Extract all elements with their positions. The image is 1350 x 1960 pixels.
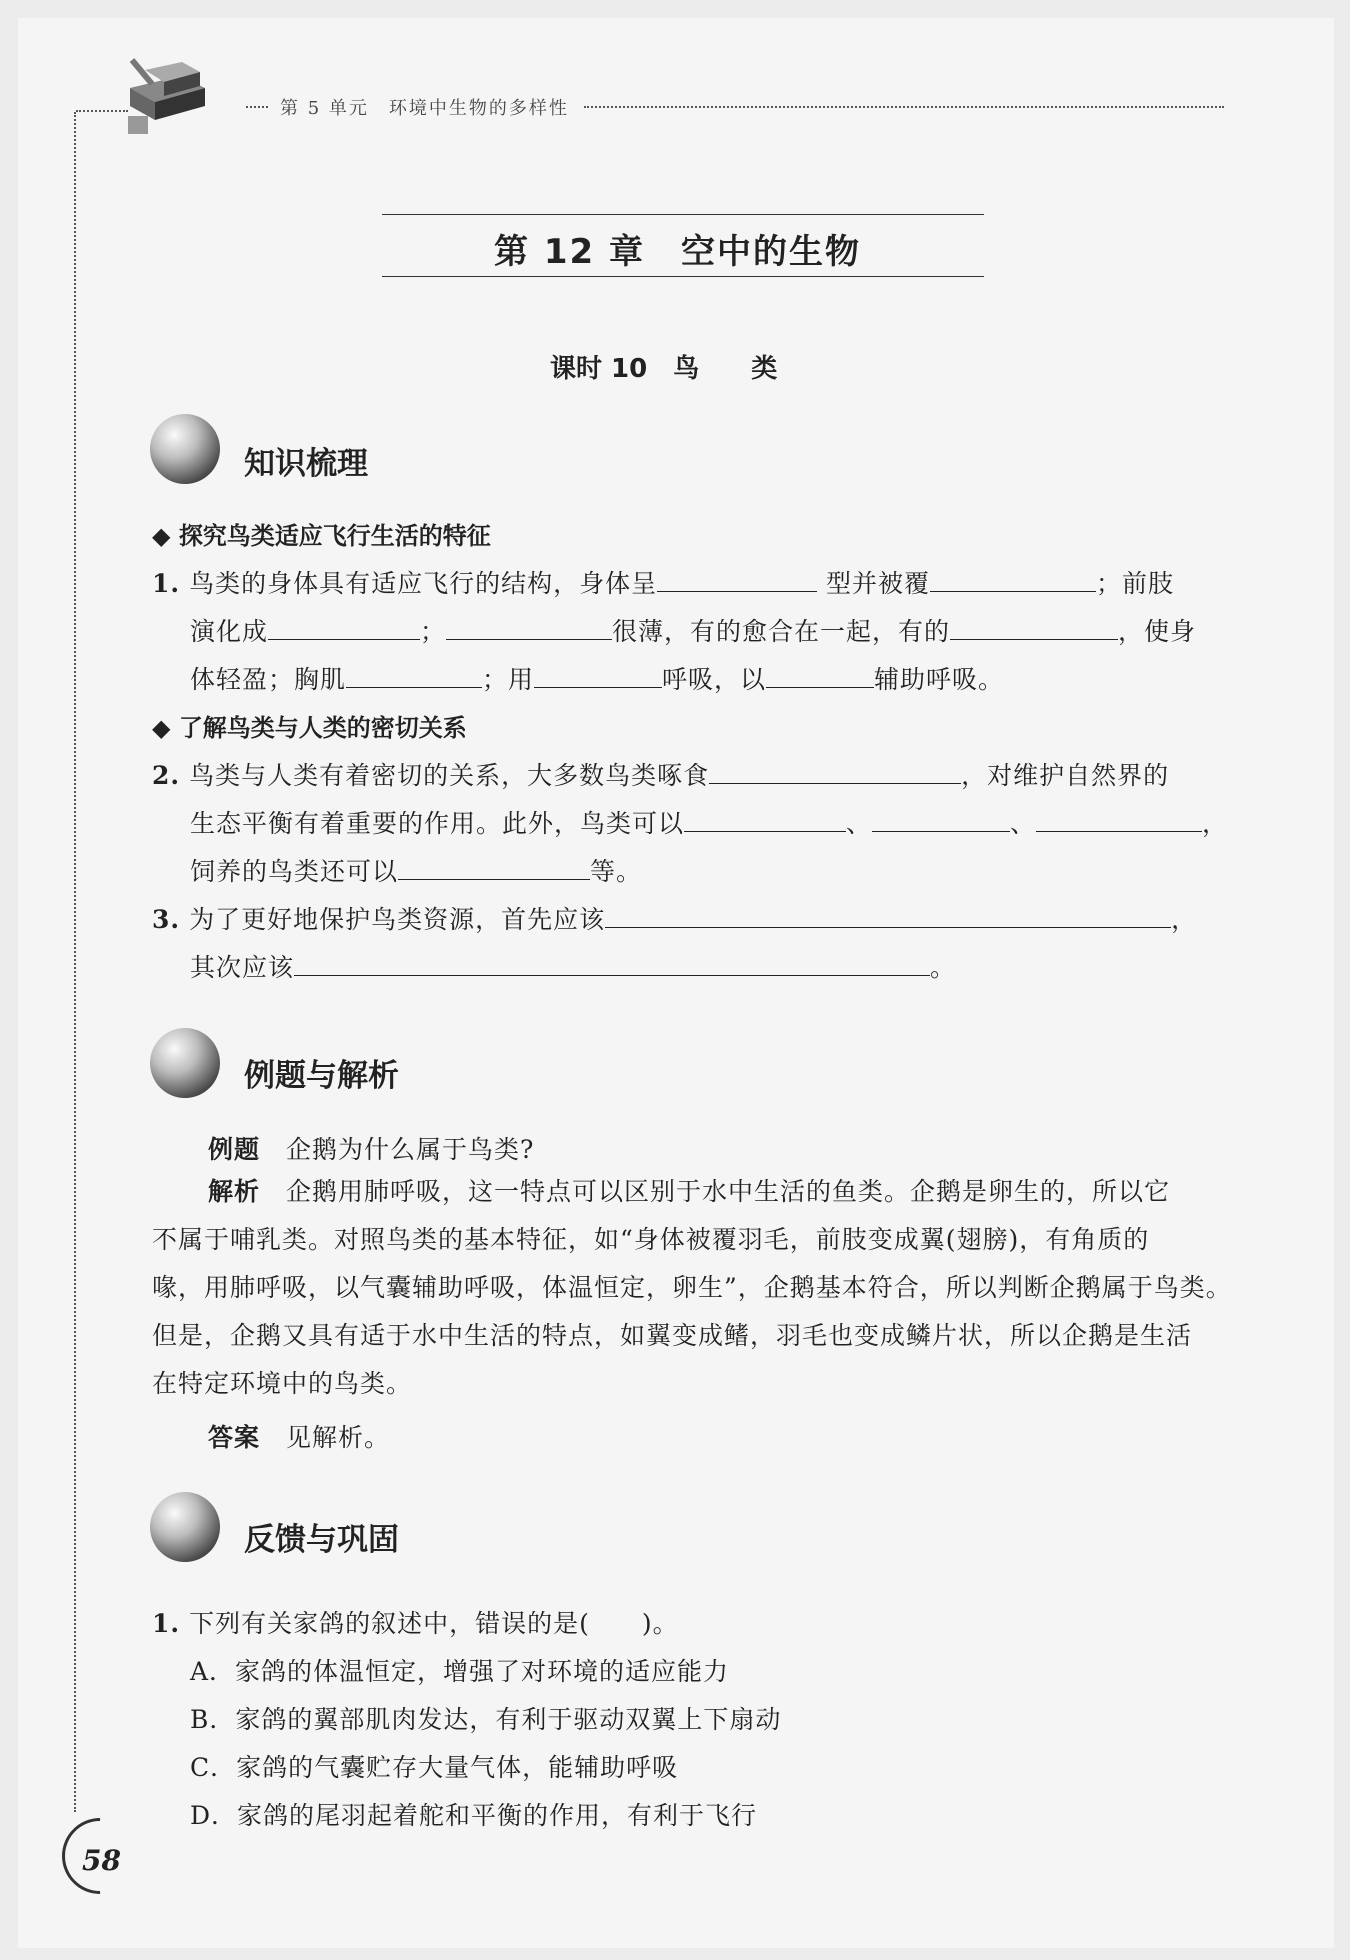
example-question: 例题 企鹅为什么属于鸟类? [208,1135,535,1164]
globe-icon [150,1028,220,1098]
answer-blank[interactable] [294,953,930,976]
answer-blank[interactable] [950,617,1118,640]
example-analysis: 解析 企鹅用肺呼吸，这一特点可以区别于水中生活的鱼类。企鹅是卵生的，所以它 不属于哺乳类。对照鸟类的基本特征，如“身体被覆羽毛，前肢变成翼(翅膀)，有角质的 喙，用肺呼吸，以气囊辅助呼吸，体温恒定，卵生”，企鹅基本符合，所以判断企鹅属于鸟类。 但是，企鹅又具有适于水中生活的特点，如翼变成鳍，羽毛也变成鳞片状，所以企鹅是生活 在特定环境中的鸟类。 [152,1177,1232,1398]
answer-blank[interactable] [446,617,612,640]
answer-blank[interactable] [346,665,482,688]
running-title: 第 5 单元 环境中生物的多样性 [280,98,569,119]
subheading-flight-features: ◆ 探究鸟类适应飞行生活的特征 [152,522,491,550]
q1-line3: 体轻盈；胸肌 ；用 呼吸，以 辅助呼吸。 [190,665,1005,694]
section-title-example: 例题与解析 [244,1058,399,1094]
header-dotted-left [76,110,128,112]
globe-icon [150,1492,220,1562]
fb-q1-stem: 1. 下列有关家鸽的叙述中，错误的是( )。 [152,1609,679,1638]
answer-blank[interactable] [268,617,420,640]
answer-blank[interactable] [534,665,662,688]
q1-line2: 演化成 ； 很薄，有的愈合在一起，有的 ，使身 [190,617,1197,646]
answer-blank[interactable] [657,569,817,592]
q2-line3: 饲养的鸟类还可以 等。 [190,857,643,886]
answer-blank[interactable] [605,905,1171,928]
lesson-title: 课时 10 鸟 类 [550,354,778,384]
section-title-knowledge: 知识梳理 [244,446,368,482]
q1-line1: 1. 鸟类的身体具有适应飞行的结构，身体呈 型并被覆 ；前肢 [152,569,1175,598]
answer-blank[interactable] [872,809,1010,832]
chapter-rule-bottom [382,276,984,277]
books-logo-icon [120,58,220,138]
answer-blank[interactable] [709,761,961,784]
option-c[interactable]: C．家鸽的气囊贮存大量气体，能辅助呼吸 [190,1753,679,1782]
option-b[interactable]: B．家鸽的翼部肌肉发达，有利于驱动双翼上下扇动 [190,1705,782,1734]
q3-line1: 3. 为了更好地保护鸟类资源，首先应该 ， [152,905,1198,934]
option-d[interactable]: D．家鸽的尾羽起着舵和平衡的作用，有利于飞行 [190,1801,758,1830]
answer-blank[interactable] [1036,809,1202,832]
chapter-rule-top [382,214,984,215]
page [18,18,1334,1948]
answer-blank[interactable] [398,857,590,880]
example-answer: 答案 见解析。 [208,1423,391,1452]
page-number: 58 [82,1844,121,1877]
margin-dotted-line [74,112,76,1812]
subheading-bird-human: ◆ 了解鸟类与人类的密切关系 [152,714,467,742]
q3-line2: 其次应该 。 [190,953,957,982]
chapter-title: 第 12 章 空中的生物 [494,232,861,272]
answer-blank[interactable] [684,809,846,832]
q2-line2: 生态平衡有着重要的作用。此外，鸟类可以 、 、 ， [190,809,1229,838]
q2-line1: 2. 鸟类与人类有着密切的关系，大多数鸟类啄食 ，对维护自然界的 [152,761,1170,790]
header-dotted-mid [246,106,268,108]
option-a[interactable]: A．家鸽的体温恒定，增强了对环境的适应能力 [190,1657,730,1686]
section-title-feedback: 反馈与巩固 [244,1522,399,1558]
answer-blank[interactable] [930,569,1096,592]
globe-icon [150,414,220,484]
answer-blank[interactable] [766,665,874,688]
header-dotted-right [584,106,1224,108]
